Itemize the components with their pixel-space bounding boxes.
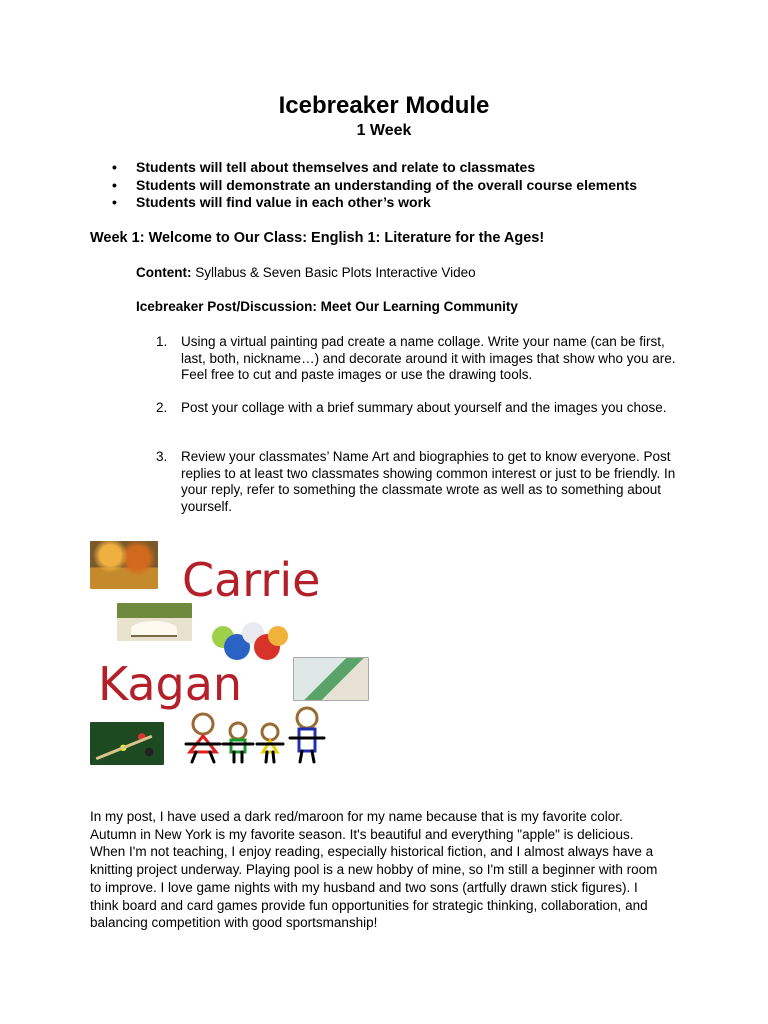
objective-item: • Students will find value in each other’s work — [110, 194, 637, 212]
step-text: Post your collage with a brief summary about yourself and the images you chose. — [181, 400, 667, 415]
discussion-heading: Icebreaker Post/Discussion: Meet Our Learning Community — [136, 299, 518, 314]
first-name-art: Carrie — [182, 553, 321, 607]
step-number: 1. — [156, 334, 168, 349]
last-name-art: Kagan — [98, 657, 243, 711]
objective-item: • Students will tell about themselves and relate to classmates — [110, 159, 637, 177]
week-heading: Week 1: Welcome to Our Class: English 1: Literature for the Ages! — [90, 230, 545, 246]
stick-figure — [290, 708, 324, 762]
content-line — [136, 265, 476, 280]
step-text: Using a virtual painting pad create a name collage. Write your name (can be first, last, both, nickname…) and decorate around it with images that show who you are. Feel free to cut and paste images or use the drawing tools. — [181, 334, 676, 382]
content-label: Content: — [136, 265, 192, 280]
objective-item: • Students will demonstrate an understanding of the overall course elements — [110, 177, 637, 195]
name-art — [90, 538, 380, 778]
bio-paragraph: In my post, I have used a dark red/maroon for my name because that is my favorite color. Autumn in New York is my favorite season. It's beautiful and everything "apple" is delicious. When I'm not teaching, I enjoy reading, especially historical fiction, and I almost always have a knitting project underway. Playing pool is a new hobby of mine, so I'm still a beginner with room to improve. I love game nights with my husband and two sons (artfully drawn stick figures). I think board and card games provide fun opportunities for strategic thinking, collaboration, and balancing competition with good sportsmanship! — [90, 809, 658, 931]
page-subtitle: 1 Week — [356, 122, 412, 139]
step-number: 2. — [156, 400, 168, 415]
stick-figure — [257, 724, 283, 762]
step-text: Review your classmates’ Name Art and biographies to get to know everyone. Post replies to at least two classmates showing common interest or just to be friendly. In your reply, refer to something the classmate wrote as well as to something about yourself. — [181, 449, 676, 514]
stick-figure — [186, 714, 220, 762]
step-number: 3. — [156, 449, 168, 464]
content-text: Syllabus & Seven Basic Plots Interactive Video — [195, 265, 476, 280]
stick-figures — [186, 708, 324, 762]
objectives-list — [110, 159, 637, 212]
stick-figure — [223, 723, 253, 762]
page-title: Icebreaker Module — [278, 92, 490, 119]
